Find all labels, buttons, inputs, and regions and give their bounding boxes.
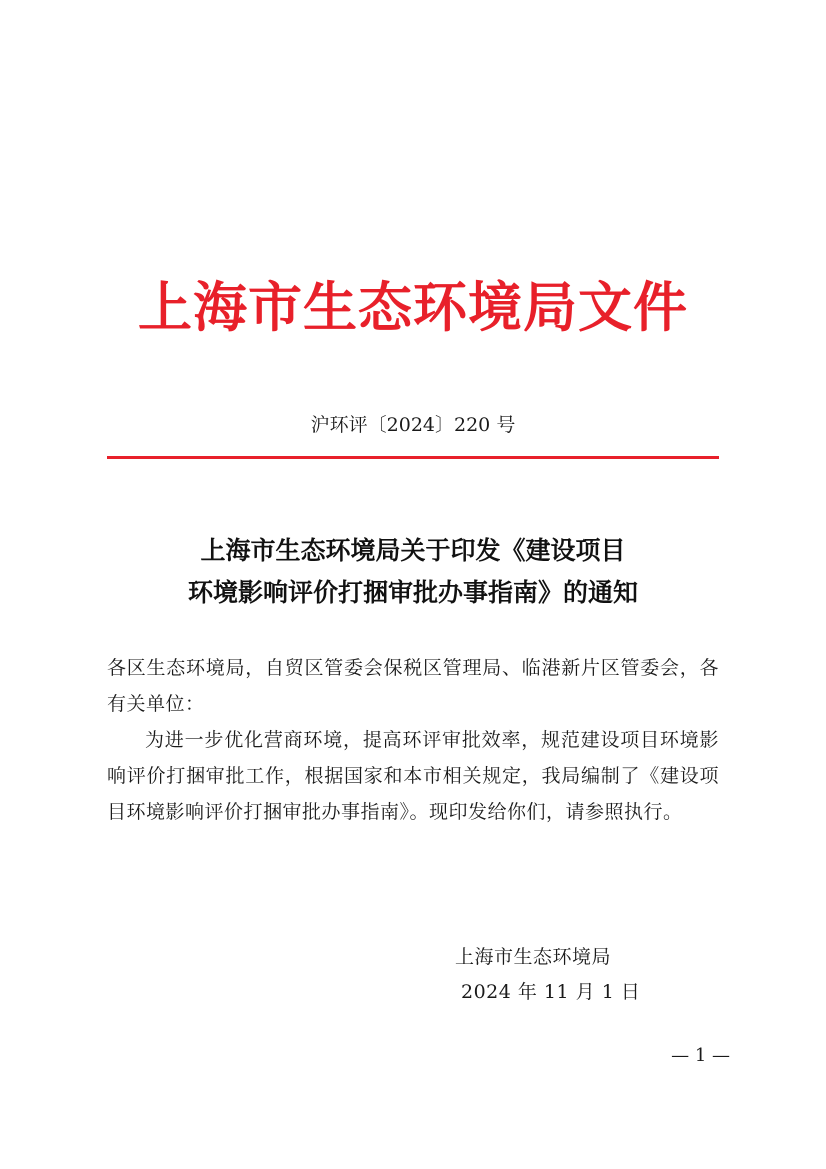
issue-date: 2024 年 11 月 1 日: [461, 981, 641, 1003]
notice-title: [0, 530, 826, 614]
notice-body: [107, 650, 719, 830]
page-number: — 1 —: [671, 1045, 730, 1066]
signature-block: [455, 940, 675, 1010]
notice-title-line-2: 环境影响评价打捆审批办事指南》的通知: [187, 578, 638, 607]
body-paragraph: 为进一步优化营商环境，提高环评审批效率，规范建设项目环境影响评价打捆审批工作，根据国家和本市相关规定，我局编制了《建设项目环境影响评价打捆审批办事指南》。现印发给你们，请参照执行。: [107, 729, 719, 823]
notice-title-line-1: 上海市生态环境局关于印发《建设项目: [200, 536, 626, 565]
agency-masthead: 上海市生态环境局文件: [138, 275, 688, 339]
red-divider-line: [107, 456, 719, 459]
salutation: 各区生态环境局，自贸区管委会保税区管理局、临港新片区管委会，各有关单位：: [107, 657, 719, 715]
issuer-name: 上海市生态环境局: [455, 946, 612, 968]
document-number: 沪环评〔2024〕220 号: [310, 414, 516, 436]
